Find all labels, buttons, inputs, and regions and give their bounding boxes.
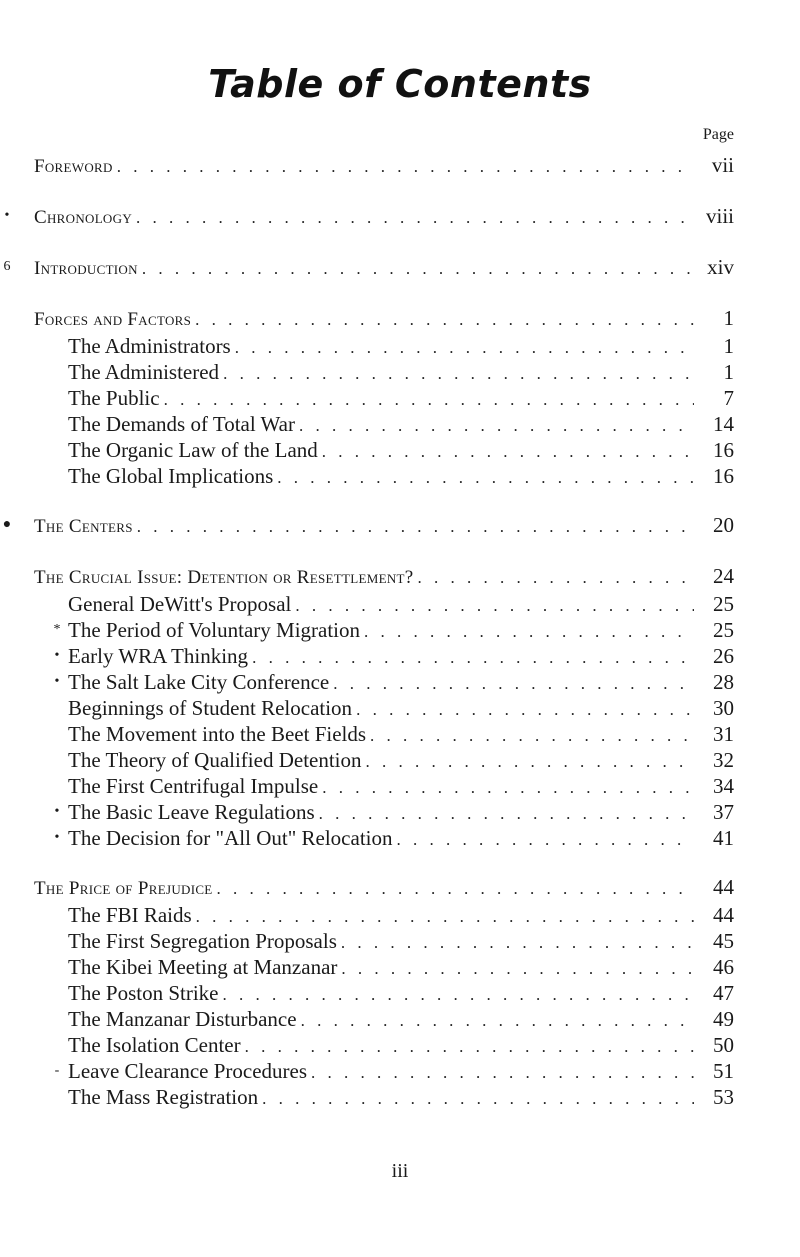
entry-title: The Salt Lake City Conference bbox=[68, 670, 330, 694]
toc-section-row bbox=[34, 561, 734, 591]
toc-entry-row bbox=[34, 799, 734, 825]
entry-page-number: 44 bbox=[713, 903, 734, 927]
entry-title: The First Segregation Proposals bbox=[68, 929, 337, 953]
toc-section bbox=[34, 150, 734, 180]
toc-entry-row bbox=[34, 385, 734, 411]
toc-entry-row bbox=[34, 591, 734, 617]
dot-leader bbox=[195, 305, 694, 335]
toc-entry-row bbox=[34, 695, 734, 721]
entry-page-number: 30 bbox=[713, 696, 734, 720]
toc-entry-row bbox=[34, 721, 734, 747]
dot-leader bbox=[223, 361, 694, 387]
toc-section bbox=[4, 201, 734, 231]
toc-section bbox=[34, 303, 734, 489]
margin-mark: • bbox=[54, 830, 60, 845]
section-title: The Crucial Issue: Detention or Resettlement? bbox=[34, 567, 414, 588]
toc-entry-row bbox=[34, 773, 734, 799]
toc-list bbox=[2, 150, 734, 1131]
entry-title: The Basic Leave Regulations bbox=[68, 800, 315, 824]
dot-leader bbox=[341, 956, 694, 982]
entry-page-number: 1 bbox=[723, 334, 734, 358]
entry-title: The Administrators bbox=[68, 334, 231, 358]
section-page-number: viii bbox=[705, 204, 734, 228]
entry-title: The Period of Voluntary Migration bbox=[68, 618, 361, 642]
dot-leader bbox=[142, 254, 694, 284]
toc-entry-row bbox=[34, 437, 734, 463]
entry-page-number: 25 bbox=[713, 592, 734, 616]
dot-leader bbox=[223, 982, 695, 1008]
dot-leader bbox=[364, 619, 694, 645]
dot-leader bbox=[137, 512, 694, 542]
toc-entry-row bbox=[34, 359, 734, 385]
dot-leader bbox=[322, 775, 694, 801]
dot-leader bbox=[366, 749, 694, 775]
section-page-number: 20 bbox=[713, 513, 734, 537]
toc-section bbox=[3, 252, 734, 282]
toc-entry-row bbox=[34, 1006, 734, 1032]
entry-page-number: 53 bbox=[713, 1085, 734, 1109]
entry-page-number: 31 bbox=[713, 722, 734, 746]
dot-leader bbox=[397, 827, 695, 853]
section-page-number: 44 bbox=[713, 875, 734, 899]
toc-section-row bbox=[2, 510, 734, 540]
toc-section-row bbox=[34, 872, 734, 902]
toc-entry-row bbox=[34, 1084, 734, 1110]
entry-page-number: 37 bbox=[713, 800, 734, 824]
margin-mark: * bbox=[53, 622, 61, 637]
toc-section-row bbox=[34, 150, 734, 180]
toc-entry-row bbox=[34, 954, 734, 980]
toc-entry-row bbox=[34, 333, 734, 359]
entry-title: The Manzanar Disturbance bbox=[68, 1007, 297, 1031]
entry-page-number: 26 bbox=[713, 644, 734, 668]
dot-leader bbox=[301, 1008, 694, 1034]
dot-leader bbox=[322, 439, 694, 465]
entry-page-number: 46 bbox=[713, 955, 734, 979]
entry-page-number: 16 bbox=[713, 464, 734, 488]
section-title: The Price of Prejudice bbox=[34, 878, 213, 899]
dot-leader bbox=[341, 930, 694, 956]
entry-title: The Global Implications bbox=[68, 464, 274, 488]
toc-section bbox=[34, 872, 734, 1110]
dot-leader bbox=[370, 723, 694, 749]
section-page-number: 24 bbox=[713, 564, 734, 588]
entry-page-number: 50 bbox=[713, 1033, 734, 1057]
entry-title: The Kibei Meeting at Manzanar bbox=[68, 955, 338, 979]
page-title: Table of Contents bbox=[208, 62, 592, 106]
entry-page-number: 32 bbox=[713, 748, 734, 772]
toc-entry-row bbox=[34, 617, 734, 643]
entry-title: Beginnings of Student Relocation bbox=[68, 696, 353, 720]
section-page-number: vii bbox=[711, 153, 734, 177]
section-title: Forces and Factors bbox=[34, 309, 192, 330]
toc-entry-row bbox=[34, 1032, 734, 1058]
entry-page-number: 14 bbox=[713, 412, 734, 436]
toc-section bbox=[2, 510, 734, 540]
entry-page-number: 45 bbox=[713, 929, 734, 953]
dot-leader bbox=[295, 593, 694, 619]
toc-entry-row bbox=[34, 747, 734, 773]
entry-title: The FBI Raids bbox=[68, 903, 192, 927]
margin-mark: - bbox=[54, 1063, 60, 1078]
margin-mark: • bbox=[4, 208, 10, 223]
entry-page-number: 7 bbox=[723, 386, 734, 410]
margin-mark: • bbox=[54, 804, 60, 819]
toc-entry-row bbox=[34, 928, 734, 954]
entry-page-number: 25 bbox=[713, 618, 734, 642]
entry-title: The Organic Law of the Land bbox=[68, 438, 318, 462]
entry-page-number: 34 bbox=[713, 774, 734, 798]
margin-mark: ● bbox=[2, 517, 12, 532]
dot-leader bbox=[164, 387, 694, 413]
toc-entry-row bbox=[34, 669, 734, 695]
dot-leader bbox=[245, 1034, 694, 1060]
entry-page-number: 41 bbox=[713, 826, 734, 850]
toc-section-row bbox=[4, 201, 734, 231]
toc-section bbox=[34, 561, 734, 851]
margin-mark: • bbox=[54, 674, 60, 689]
dot-leader bbox=[311, 1060, 694, 1086]
dot-leader bbox=[333, 671, 694, 697]
dot-leader bbox=[418, 563, 695, 593]
dot-leader bbox=[319, 801, 694, 827]
toc-entry-row bbox=[34, 411, 734, 437]
entry-page-number: 16 bbox=[713, 438, 734, 462]
dot-leader bbox=[277, 465, 694, 491]
entry-page-number: 51 bbox=[713, 1059, 734, 1083]
margin-mark: 6 bbox=[3, 259, 11, 274]
entry-title: The Mass Registration bbox=[68, 1085, 259, 1109]
toc-entry-row bbox=[34, 825, 734, 851]
dot-leader bbox=[196, 904, 694, 930]
entry-title: Early WRA Thinking bbox=[68, 644, 249, 668]
dot-leader bbox=[136, 203, 694, 233]
toc-section-row bbox=[34, 303, 734, 333]
entry-title: The First Centrifugal Impulse bbox=[68, 774, 319, 798]
entry-page-number: 47 bbox=[713, 981, 734, 1005]
toc-entry-row bbox=[34, 463, 734, 489]
page-column-label: Page bbox=[702, 126, 734, 143]
entry-title: The Public bbox=[68, 386, 160, 410]
folio-number: iii bbox=[391, 1160, 409, 1182]
dot-leader bbox=[117, 152, 694, 182]
entry-title: Leave Clearance Procedures bbox=[68, 1059, 308, 1083]
dot-leader bbox=[252, 645, 694, 671]
entry-title: The Theory of Qualified Detention bbox=[68, 748, 362, 772]
dot-leader bbox=[299, 413, 694, 439]
section-title: Chronology bbox=[34, 207, 133, 228]
dot-leader bbox=[235, 335, 694, 361]
entry-page-number: 28 bbox=[713, 670, 734, 694]
entry-title: The Isolation Center bbox=[68, 1033, 241, 1057]
dot-leader bbox=[217, 874, 694, 904]
entry-title: The Demands of Total War bbox=[68, 412, 296, 436]
section-title: The Centers bbox=[34, 516, 133, 537]
toc-entry-row bbox=[34, 1058, 734, 1084]
entry-title: The Decision for "All Out" Relocation bbox=[68, 826, 393, 850]
section-page-number: 1 bbox=[723, 306, 734, 330]
dot-leader bbox=[262, 1086, 694, 1112]
section-title: Foreword bbox=[34, 156, 113, 177]
entry-page-number: 1 bbox=[723, 360, 734, 384]
toc-entry-row bbox=[34, 902, 734, 928]
section-page-number: xiv bbox=[707, 255, 734, 279]
toc-section-row bbox=[3, 252, 734, 282]
dot-leader bbox=[356, 697, 694, 723]
entry-title: The Poston Strike bbox=[68, 981, 219, 1005]
entry-title: The Administered bbox=[68, 360, 220, 384]
toc-entry-row bbox=[34, 980, 734, 1006]
entry-title: The Movement into the Beet Fields bbox=[68, 722, 367, 746]
margin-mark: • bbox=[54, 648, 60, 663]
section-title: Introduction bbox=[34, 258, 138, 279]
toc-entry-row bbox=[34, 643, 734, 669]
entry-page-number: 49 bbox=[713, 1007, 734, 1031]
entry-title: General DeWitt's Proposal bbox=[68, 592, 292, 616]
